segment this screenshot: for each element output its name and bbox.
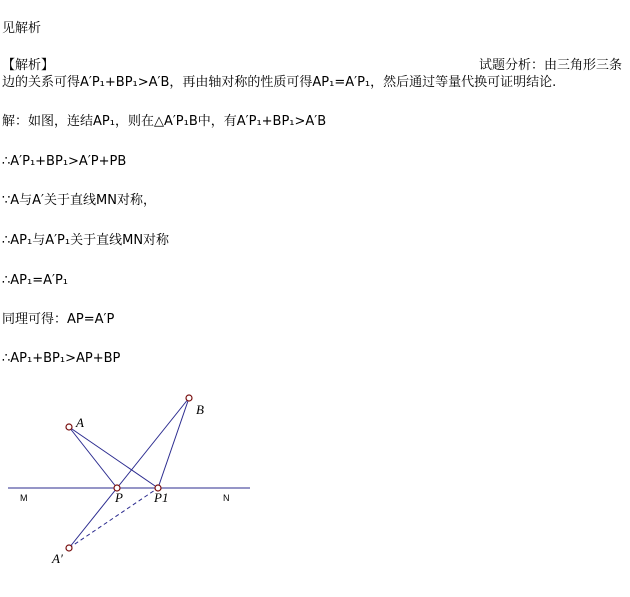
analysis-summary-line2: 边的关系可得A′P₁+BP₁>A′B，再由轴对称的性质可得AP₁=A′P₁，然后通过等量代换可证明结论. [2,75,557,90]
label-p1: P1 [154,490,169,505]
solution-step-5: ∴AP₁=A′P₁ [2,273,69,288]
solution-step-6: 同理可得：AP=A′P [2,312,115,327]
solution-step-3: ∵A与A′关于直线MN对称， [2,193,156,208]
label-n: N [223,493,230,503]
segment-a-prime-p1-dashed [69,488,158,548]
solution-step-2: ∴A′P₁+BP₁>A′P+PB [2,154,127,169]
point-a [66,424,72,430]
analysis-summary-right: 试题分析：由三角形三条 [478,58,622,73]
point-b [186,395,192,401]
answer-header: 见解析 [2,21,42,36]
label-a: A [76,415,84,430]
analysis-tag: 【解析】 [2,58,55,73]
label-p: P [115,490,123,505]
point-a-prime [66,545,72,551]
solution-step-1: 解：如图，连结AP₁，则在△A′P₁B中，有A′P₁+BP₁>A′B [2,114,327,129]
solution-step-4: ∴AP₁与A′P₁关于直线MN对称 [2,233,170,248]
segment-bp1 [158,398,189,488]
label-m: M [20,493,28,503]
segment-ap [69,427,117,488]
segment-a-prime-b [69,398,189,548]
geometry-figure [0,385,270,597]
solution-step-7: ∴AP₁+BP₁>AP+BP [2,351,121,366]
label-a-prime: A′ [52,551,63,566]
segment-ap1 [69,427,158,488]
label-b: B [196,402,204,417]
